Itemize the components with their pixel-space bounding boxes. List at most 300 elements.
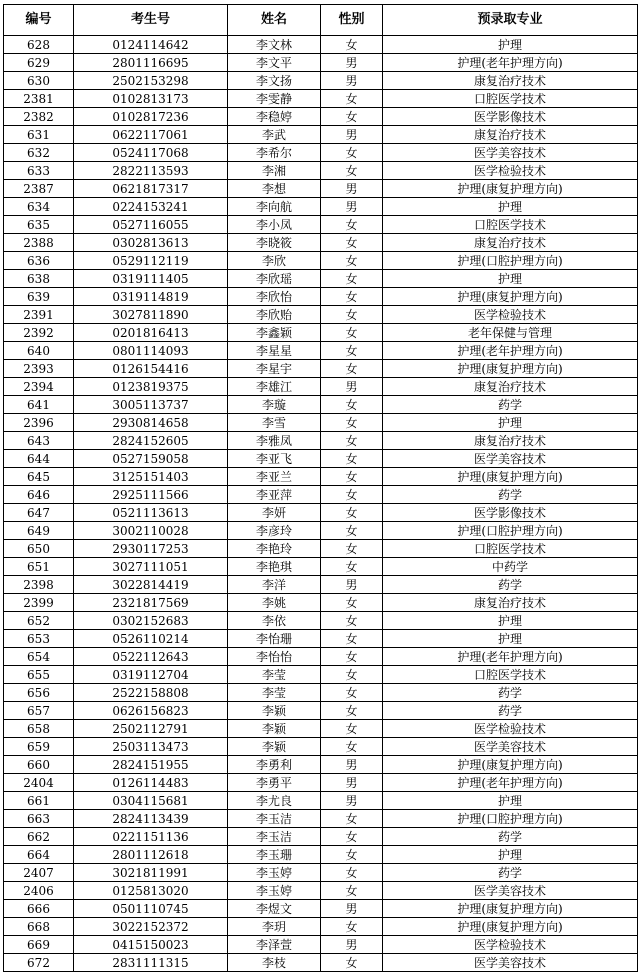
- cell-name: 李玥: [228, 918, 321, 936]
- cell-name: 李颖: [228, 702, 321, 720]
- cell-gender: 女: [321, 684, 383, 702]
- cell-name: 李晓筱: [228, 234, 321, 252]
- cell-gender: 女: [321, 288, 383, 306]
- cell-exam-id: 0124114642: [74, 36, 228, 54]
- cell-exam-id: 0201816413: [74, 324, 228, 342]
- table-row: [4, 630, 638, 648]
- cell-number: 659: [4, 738, 74, 756]
- cell-number: 646: [4, 486, 74, 504]
- cell-name: 李彦玲: [228, 522, 321, 540]
- cell-gender: 女: [321, 702, 383, 720]
- cell-number: 647: [4, 504, 74, 522]
- cell-number: 655: [4, 666, 74, 684]
- cell-major: 护理(老年护理方向): [383, 342, 638, 360]
- cell-gender: 女: [321, 432, 383, 450]
- cell-exam-id: 3022152372: [74, 918, 228, 936]
- table-body: [4, 36, 638, 972]
- cell-exam-id: 0221151136: [74, 828, 228, 846]
- cell-major: 康复治疗技术: [383, 72, 638, 90]
- cell-exam-id: 0126114483: [74, 774, 228, 792]
- cell-name: 李雅凤: [228, 432, 321, 450]
- cell-major: 护理: [383, 792, 638, 810]
- cell-exam-id: 0526110214: [74, 630, 228, 648]
- table-row: [4, 846, 638, 864]
- table-row: [4, 648, 638, 666]
- cell-number: 635: [4, 216, 74, 234]
- table-header-row: [4, 5, 638, 36]
- cell-number: 2382: [4, 108, 74, 126]
- cell-major: 医学检验技术: [383, 306, 638, 324]
- cell-number: 628: [4, 36, 74, 54]
- table-row: [4, 198, 638, 216]
- cell-exam-id: 2930117253: [74, 540, 228, 558]
- cell-gender: 女: [321, 504, 383, 522]
- cell-name: 李雄江: [228, 378, 321, 396]
- cell-exam-id: 2824151955: [74, 756, 228, 774]
- cell-name: 李姚: [228, 594, 321, 612]
- cell-gender: 女: [321, 558, 383, 576]
- cell-major: 护理: [383, 414, 638, 432]
- cell-name: 李璇: [228, 396, 321, 414]
- table-row: [4, 738, 638, 756]
- cell-name: 李玉婷: [228, 882, 321, 900]
- cell-number: 643: [4, 432, 74, 450]
- cell-exam-id: 0302152683: [74, 612, 228, 630]
- cell-gender: 男: [321, 756, 383, 774]
- cell-gender: 女: [321, 594, 383, 612]
- cell-name: 李星星: [228, 342, 321, 360]
- cell-major: 护理: [383, 198, 638, 216]
- cell-number: 663: [4, 810, 74, 828]
- cell-exam-id: 3021811991: [74, 864, 228, 882]
- cell-major: 医学影像技术: [383, 504, 638, 522]
- table-row: [4, 72, 638, 90]
- cell-gender: 女: [321, 882, 383, 900]
- cell-number: 662: [4, 828, 74, 846]
- cell-major: 护理(康复护理方向): [383, 918, 638, 936]
- cell-number: 632: [4, 144, 74, 162]
- cell-number: 653: [4, 630, 74, 648]
- table-row: [4, 666, 638, 684]
- table-row: [4, 342, 638, 360]
- cell-exam-id: 3027811890: [74, 306, 228, 324]
- cell-number: 666: [4, 900, 74, 918]
- cell-major: 护理(口腔护理方向): [383, 522, 638, 540]
- cell-exam-id: 0522112643: [74, 648, 228, 666]
- cell-name: 李玉洁: [228, 810, 321, 828]
- cell-number: 630: [4, 72, 74, 90]
- cell-name: 李艳玲: [228, 540, 321, 558]
- cell-name: 李依: [228, 612, 321, 630]
- table-row: [4, 126, 638, 144]
- cell-gender: 男: [321, 54, 383, 72]
- cell-gender: 女: [321, 360, 383, 378]
- cell-major: 护理: [383, 270, 638, 288]
- cell-exam-id: 0123819375: [74, 378, 228, 396]
- cell-name: 李文平: [228, 54, 321, 72]
- cell-number: 2394: [4, 378, 74, 396]
- cell-exam-id: 0622117061: [74, 126, 228, 144]
- table-row: [4, 864, 638, 882]
- cell-exam-id: 0415150023: [74, 936, 228, 954]
- cell-exam-id: 0125813020: [74, 882, 228, 900]
- cell-number: 650: [4, 540, 74, 558]
- table-row: [4, 252, 638, 270]
- table-row: [4, 270, 638, 288]
- cell-major: 口腔医学技术: [383, 90, 638, 108]
- table-row: [4, 396, 638, 414]
- cell-number: 2388: [4, 234, 74, 252]
- cell-name: 李欣怡: [228, 288, 321, 306]
- cell-major: 康复治疗技术: [383, 234, 638, 252]
- cell-number: 654: [4, 648, 74, 666]
- cell-number: 651: [4, 558, 74, 576]
- cell-name: 李玉洁: [228, 828, 321, 846]
- cell-major: 医学检验技术: [383, 936, 638, 954]
- cell-major: 药学: [383, 576, 638, 594]
- cell-name: 李欣: [228, 252, 321, 270]
- cell-gender: 男: [321, 792, 383, 810]
- cell-major: 护理(老年护理方向): [383, 774, 638, 792]
- cell-gender: 女: [321, 648, 383, 666]
- cell-exam-id: 3027111051: [74, 558, 228, 576]
- cell-number: 638: [4, 270, 74, 288]
- cell-exam-id: 2925111566: [74, 486, 228, 504]
- cell-exam-id: 2522158808: [74, 684, 228, 702]
- cell-exam-id: 3005113737: [74, 396, 228, 414]
- table-row: [4, 792, 638, 810]
- cell-gender: 女: [321, 666, 383, 684]
- cell-major: 医学影像技术: [383, 108, 638, 126]
- cell-major: 医学美容技术: [383, 954, 638, 972]
- cell-number: 649: [4, 522, 74, 540]
- cell-exam-id: 3125151403: [74, 468, 228, 486]
- cell-exam-id: 0527116055: [74, 216, 228, 234]
- cell-name: 李莹: [228, 684, 321, 702]
- cell-number: 2392: [4, 324, 74, 342]
- cell-major: 护理(康复护理方向): [383, 180, 638, 198]
- cell-number: 2387: [4, 180, 74, 198]
- cell-gender: 女: [321, 216, 383, 234]
- cell-number: 661: [4, 792, 74, 810]
- cell-exam-id: 2930814658: [74, 414, 228, 432]
- header-number: 编号: [4, 5, 74, 36]
- cell-gender: 男: [321, 936, 383, 954]
- cell-major: 护理(康复护理方向): [383, 900, 638, 918]
- cell-major: 护理(口腔护理方向): [383, 810, 638, 828]
- cell-exam-id: 2824152605: [74, 432, 228, 450]
- cell-major: 药学: [383, 486, 638, 504]
- table-row: [4, 900, 638, 918]
- cell-exam-id: 2321817569: [74, 594, 228, 612]
- cell-name: 李亚兰: [228, 468, 321, 486]
- table-row: [4, 486, 638, 504]
- cell-name: 李文扬: [228, 72, 321, 90]
- cell-gender: 女: [321, 522, 383, 540]
- cell-gender: 女: [321, 864, 383, 882]
- cell-name: 李尤良: [228, 792, 321, 810]
- cell-gender: 女: [321, 486, 383, 504]
- cell-major: 口腔医学技术: [383, 216, 638, 234]
- cell-name: 李勇利: [228, 756, 321, 774]
- cell-exam-id: 0302813613: [74, 234, 228, 252]
- cell-gender: 女: [321, 414, 383, 432]
- cell-exam-id: 0621817317: [74, 180, 228, 198]
- cell-gender: 女: [321, 144, 383, 162]
- cell-name: 李想: [228, 180, 321, 198]
- cell-gender: 男: [321, 126, 383, 144]
- admission-table: [3, 4, 638, 972]
- cell-name: 李雯静: [228, 90, 321, 108]
- table-row: [4, 720, 638, 738]
- cell-number: 634: [4, 198, 74, 216]
- cell-number: 633: [4, 162, 74, 180]
- cell-major: 药学: [383, 828, 638, 846]
- cell-name: 李煜文: [228, 900, 321, 918]
- cell-major: 药学: [383, 702, 638, 720]
- cell-number: 640: [4, 342, 74, 360]
- cell-number: 2399: [4, 594, 74, 612]
- cell-exam-id: 0501110745: [74, 900, 228, 918]
- table-row: [4, 684, 638, 702]
- cell-name: 李向航: [228, 198, 321, 216]
- table-row: [4, 810, 638, 828]
- cell-major: 护理(口腔护理方向): [383, 252, 638, 270]
- table-row: [4, 144, 638, 162]
- table-row: [4, 576, 638, 594]
- cell-number: 639: [4, 288, 74, 306]
- cell-name: 李湘: [228, 162, 321, 180]
- cell-gender: 男: [321, 378, 383, 396]
- cell-gender: 男: [321, 900, 383, 918]
- cell-exam-id: 0102817236: [74, 108, 228, 126]
- cell-number: 652: [4, 612, 74, 630]
- cell-number: 2396: [4, 414, 74, 432]
- table-row: [4, 432, 638, 450]
- cell-exam-id: 0102813173: [74, 90, 228, 108]
- table-row: [4, 882, 638, 900]
- cell-name: 李鑫颖: [228, 324, 321, 342]
- table-row: [4, 612, 638, 630]
- cell-name: 李亚萍: [228, 486, 321, 504]
- cell-name: 李希尔: [228, 144, 321, 162]
- cell-name: 李星宇: [228, 360, 321, 378]
- table-row: [4, 918, 638, 936]
- cell-exam-id: 0319114819: [74, 288, 228, 306]
- cell-gender: 女: [321, 450, 383, 468]
- cell-major: 康复治疗技术: [383, 432, 638, 450]
- table-row: [4, 162, 638, 180]
- header-name: 姓名: [228, 5, 321, 36]
- cell-exam-id: 3022814419: [74, 576, 228, 594]
- header-major: 预录取专业: [383, 5, 638, 36]
- cell-number: 2381: [4, 90, 74, 108]
- cell-major: 医学美容技术: [383, 738, 638, 756]
- cell-exam-id: 0224153241: [74, 198, 228, 216]
- cell-number: 660: [4, 756, 74, 774]
- cell-exam-id: 0304115681: [74, 792, 228, 810]
- cell-number: 2391: [4, 306, 74, 324]
- cell-exam-id: 2824113439: [74, 810, 228, 828]
- table-row: [4, 558, 638, 576]
- cell-name: 李颖: [228, 720, 321, 738]
- table-row: [4, 702, 638, 720]
- cell-gender: 女: [321, 918, 383, 936]
- cell-exam-id: 0319112704: [74, 666, 228, 684]
- cell-name: 李颖: [228, 738, 321, 756]
- cell-gender: 女: [321, 234, 383, 252]
- cell-major: 护理: [383, 846, 638, 864]
- cell-name: 李武: [228, 126, 321, 144]
- table-row: [4, 90, 638, 108]
- cell-gender: 女: [321, 846, 383, 864]
- cell-exam-id: 0524117068: [74, 144, 228, 162]
- cell-exam-id: 2831111315: [74, 954, 228, 972]
- cell-name: 李亚飞: [228, 450, 321, 468]
- cell-gender: 女: [321, 162, 383, 180]
- cell-name: 李莹: [228, 666, 321, 684]
- table-row: [4, 360, 638, 378]
- table-row: [4, 216, 638, 234]
- cell-number: 631: [4, 126, 74, 144]
- cell-gender: 男: [321, 198, 383, 216]
- cell-major: 药学: [383, 396, 638, 414]
- cell-major: 护理(康复护理方向): [383, 468, 638, 486]
- cell-name: 李玉婷: [228, 864, 321, 882]
- cell-name: 李艳琪: [228, 558, 321, 576]
- cell-name: 李欣瑶: [228, 270, 321, 288]
- cell-exam-id: 2801116695: [74, 54, 228, 72]
- table-row: [4, 936, 638, 954]
- cell-exam-id: 2801112618: [74, 846, 228, 864]
- cell-name: 李稳婷: [228, 108, 321, 126]
- cell-number: 644: [4, 450, 74, 468]
- cell-number: 669: [4, 936, 74, 954]
- header-gender: 性别: [321, 5, 383, 36]
- cell-major: 药学: [383, 864, 638, 882]
- cell-number: 629: [4, 54, 74, 72]
- cell-name: 李雪: [228, 414, 321, 432]
- cell-number: 664: [4, 846, 74, 864]
- cell-major: 老年保健与管理: [383, 324, 638, 342]
- cell-major: 护理(康复护理方向): [383, 756, 638, 774]
- cell-gender: 女: [321, 828, 383, 846]
- cell-gender: 女: [321, 612, 383, 630]
- cell-major: 护理(康复护理方向): [383, 360, 638, 378]
- cell-name: 李泽萱: [228, 936, 321, 954]
- cell-gender: 女: [321, 540, 383, 558]
- cell-major: 护理(康复护理方向): [383, 288, 638, 306]
- cell-exam-id: 2822113593: [74, 162, 228, 180]
- cell-major: 医学检验技术: [383, 720, 638, 738]
- cell-number: 2404: [4, 774, 74, 792]
- cell-exam-id: 0529112119: [74, 252, 228, 270]
- cell-number: 2406: [4, 882, 74, 900]
- table-row: [4, 306, 638, 324]
- table-row: [4, 828, 638, 846]
- cell-gender: 女: [321, 36, 383, 54]
- cell-number: 656: [4, 684, 74, 702]
- table-row: [4, 522, 638, 540]
- cell-exam-id: 0801114093: [74, 342, 228, 360]
- cell-name: 李妍: [228, 504, 321, 522]
- cell-major: 护理(老年护理方向): [383, 648, 638, 666]
- cell-gender: 女: [321, 90, 383, 108]
- cell-gender: 女: [321, 396, 383, 414]
- cell-name: 李玉珊: [228, 846, 321, 864]
- table-row: [4, 594, 638, 612]
- cell-name: 李怡怡: [228, 648, 321, 666]
- cell-gender: 女: [321, 630, 383, 648]
- cell-major: 医学美容技术: [383, 450, 638, 468]
- cell-name: 李小凤: [228, 216, 321, 234]
- cell-gender: 女: [321, 720, 383, 738]
- cell-major: 中药学: [383, 558, 638, 576]
- cell-name: 李洋: [228, 576, 321, 594]
- cell-gender: 男: [321, 576, 383, 594]
- cell-major: 康复治疗技术: [383, 378, 638, 396]
- cell-name: 李枝: [228, 954, 321, 972]
- table-row: [4, 468, 638, 486]
- cell-exam-id: 0527159058: [74, 450, 228, 468]
- cell-major: 口腔医学技术: [383, 666, 638, 684]
- cell-exam-id: 2502112791: [74, 720, 228, 738]
- table-row: [4, 954, 638, 972]
- cell-number: 2393: [4, 360, 74, 378]
- cell-gender: 女: [321, 306, 383, 324]
- cell-major: 护理(老年护理方向): [383, 54, 638, 72]
- table-row: [4, 414, 638, 432]
- cell-gender: 女: [321, 108, 383, 126]
- cell-major: 医学美容技术: [383, 882, 638, 900]
- table-row: [4, 36, 638, 54]
- cell-gender: 女: [321, 342, 383, 360]
- cell-gender: 女: [321, 468, 383, 486]
- cell-gender: 女: [321, 810, 383, 828]
- cell-exam-id: 0626156823: [74, 702, 228, 720]
- cell-gender: 男: [321, 180, 383, 198]
- cell-gender: 女: [321, 954, 383, 972]
- cell-gender: 男: [321, 72, 383, 90]
- cell-name: 李怡珊: [228, 630, 321, 648]
- cell-name: 李欣贻: [228, 306, 321, 324]
- cell-gender: 女: [321, 252, 383, 270]
- cell-name: 李勇平: [228, 774, 321, 792]
- cell-major: 护理: [383, 36, 638, 54]
- table-row: [4, 288, 638, 306]
- cell-number: 668: [4, 918, 74, 936]
- cell-number: 658: [4, 720, 74, 738]
- cell-number: 2407: [4, 864, 74, 882]
- cell-name: 李文林: [228, 36, 321, 54]
- cell-major: 口腔医学技术: [383, 540, 638, 558]
- cell-gender: 女: [321, 324, 383, 342]
- table-row: [4, 54, 638, 72]
- table-row: [4, 180, 638, 198]
- cell-number: 641: [4, 396, 74, 414]
- table-row: [4, 774, 638, 792]
- table-row: [4, 108, 638, 126]
- cell-exam-id: 2502153298: [74, 72, 228, 90]
- cell-major: 医学美容技术: [383, 144, 638, 162]
- header-exam-id: 考生号: [74, 5, 228, 36]
- cell-exam-id: 0319111405: [74, 270, 228, 288]
- cell-gender: 女: [321, 270, 383, 288]
- cell-major: 康复治疗技术: [383, 126, 638, 144]
- cell-number: 2398: [4, 576, 74, 594]
- table-row: [4, 450, 638, 468]
- cell-gender: 女: [321, 738, 383, 756]
